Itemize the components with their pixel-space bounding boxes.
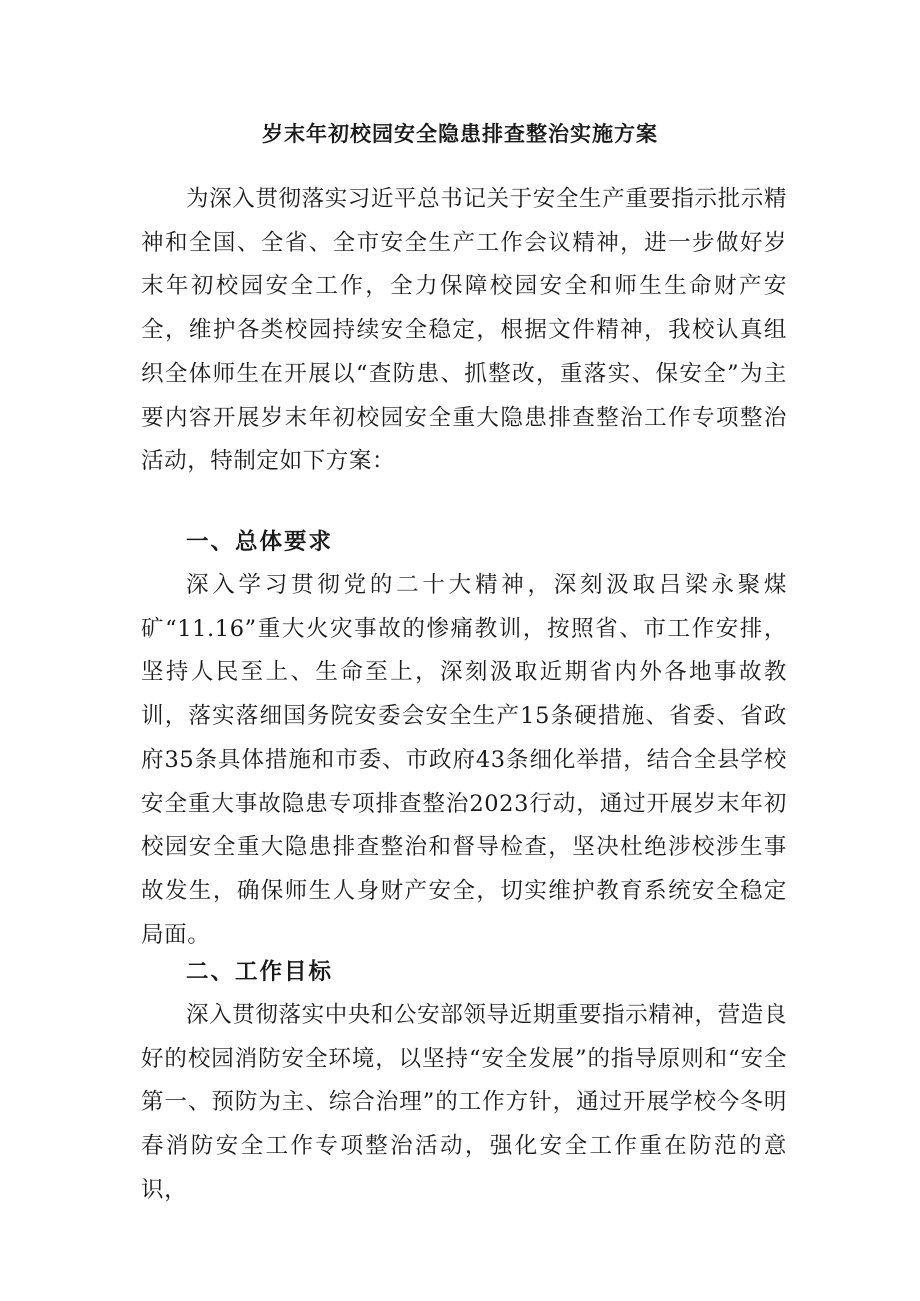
document-title: 岁末年初校园安全隐患排查整治实施方案 bbox=[262, 121, 658, 146]
section-heading-overall-requirements: 一、总体要求 bbox=[186, 529, 334, 555]
section-paragraph-overall-requirements: 深入学习贯彻党的二十大精神，深刻汲取吕梁永聚煤矿“11.16”重大火灾事故的惨痛教训，按照省、市工作安排，坚持人民至上、生命至上，深刻汲取近期省内外各地事故教训，落实落细国务院安委会安全生产15条硬措施、省委、省政府35条具体措施和市委、市政府43条细化举措，结合全县学校安全重大事故隐患专项排查整治2023行动，通过开展岁末年初校园安全重大隐患排查整治和督导检查，坚决杜绝涉校涉生事故发生，确保师生人身财产安全，切实维护教育系统安全稳定局面。 bbox=[141, 572, 787, 948]
intro-paragraph: 为深入贯彻落实习近平总书记关于安全生产重要指示批示精神和全国、全省、全市安全生产工作会议精神，进一步做好岁末年初校园安全工作，全力保障校园安全和师生生命财产安全，维护各类校园持续安全稳定，根据文件精神，我校认真组织全体师生在开展以“查防患、抓整改，重落实、保安全”为主要内容开展岁末年初校园安全重大隐患排查整治工作专项整治活动，特制定如下方案： bbox=[141, 186, 787, 475]
section-heading-work-goals: 二、工作目标 bbox=[186, 959, 334, 985]
section-paragraph-work-goals: 深入贯彻落实中央和公安部领导近期重要指示精神，营造良好的校园消防安全环境，以坚持“安全发展”的指导原则和“安全第一、预防为主、综合治理”的工作方针，通过开展学校今冬明春消防安全工作专项整治活动，强化安全工作重在防范的意识， bbox=[141, 1002, 787, 1203]
